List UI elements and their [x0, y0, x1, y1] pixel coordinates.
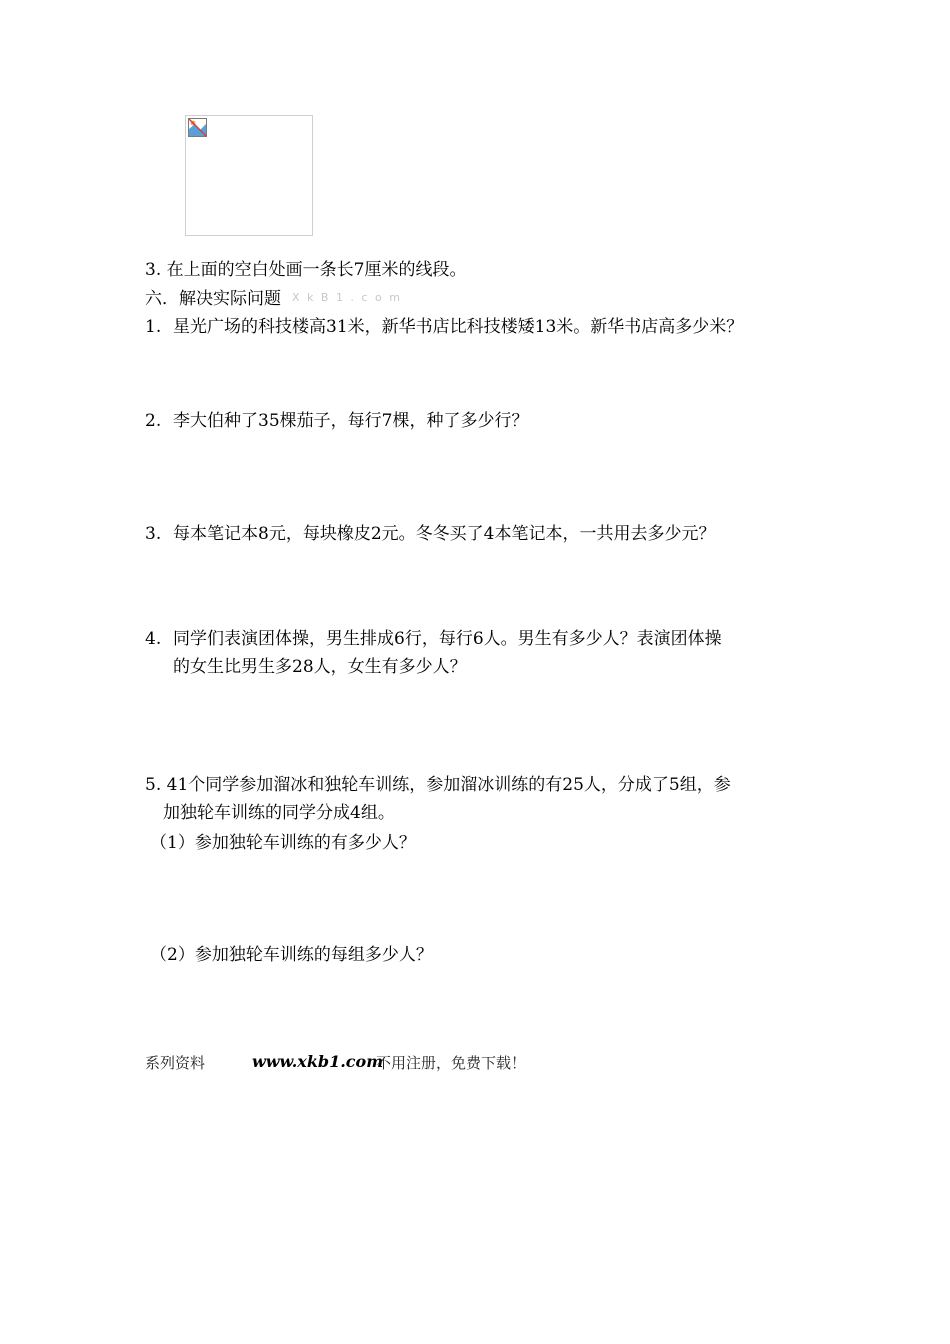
footer-site-link[interactable]: www.xkb1.com — [252, 1052, 384, 1071]
problem-number: 3. — [145, 524, 162, 544]
footer-free-download: 不用注册，免费下载！ — [376, 1054, 527, 1072]
problem-4-continued: 的女生比男生多28人，女生有多少人？ — [173, 657, 467, 677]
problem-5-line1: 5. 41个同学参加溜冰和独轮车训练，参加溜冰训练的有25人，分成了5组，参 — [145, 775, 731, 795]
image-placeholder — [185, 115, 313, 236]
problem-3 — [145, 519, 715, 544]
problem-number: 2. — [145, 411, 162, 431]
problem-text: 星光广场的科技楼高31米，新华书店比科技楼矮13米。新华书店高多少米？ — [173, 317, 744, 337]
problem-text-line1: 同学们表演团体操，男生排成6行，每行6人。男生有多少人？表演团体操 — [173, 629, 722, 649]
instruction-draw-line: 3. 在上面的空白处画一条长7厘米的线段。 — [145, 260, 467, 280]
problem-5-question-1: （1）参加独轮车训练的有多少人？ — [150, 833, 416, 853]
section-title: 六．解决实际问题 — [145, 289, 281, 309]
problem-2 — [145, 406, 528, 431]
problem-text: 李大伯种了35棵茄子，每行7棵，种了多少行？ — [173, 411, 529, 431]
problem-4 — [145, 624, 722, 649]
problem-text: 每本笔记本8元，每块橡皮2元。冬冬买了4本笔记本，一共用去多少元？ — [173, 524, 716, 544]
broken-image-icon — [188, 118, 207, 137]
footer-series-label: 系列资料 — [145, 1054, 206, 1072]
problem-5-question-2: （2）参加独轮车训练的每组多少人？ — [150, 945, 433, 965]
problem-1 — [145, 312, 743, 337]
problem-number: 4. — [145, 629, 162, 649]
watermark: X k B 1 . c o m — [292, 291, 402, 304]
problem-number: 1. — [145, 317, 162, 337]
problem-5-line2: 加独轮车训练的同学分成4组。 — [163, 803, 395, 823]
